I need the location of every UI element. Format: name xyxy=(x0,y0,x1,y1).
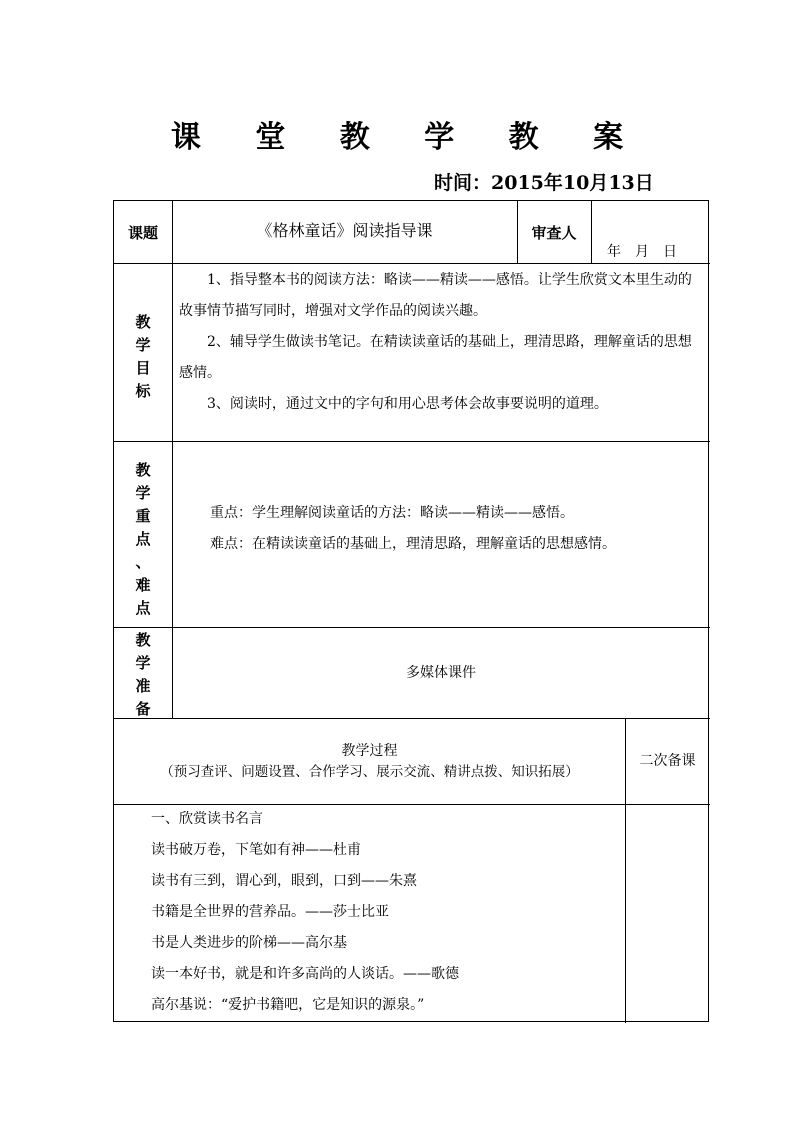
goals-label-char: 目 xyxy=(135,359,151,377)
topic-label: 课题 xyxy=(127,224,158,242)
difficulty-text: 难点：在精读读童话的基础上，理清思路，理解童话的思想感情。 xyxy=(210,536,616,552)
process-line: 读书有三到，谓心到，眼到，口到——朱熹 xyxy=(151,873,417,889)
lesson-date: 时间：2015年10月13日 xyxy=(434,172,654,194)
process-line: 高尔基说：“爱护书籍吧，它是知识的源泉。” xyxy=(151,997,425,1013)
key-points-label-char: 、 xyxy=(135,553,151,571)
preparation-label xyxy=(114,629,172,721)
column-divider xyxy=(172,201,173,718)
process-subheading: （预习查评、问题设置、合作学习、展示交流、精讲点拨、知识拓展） xyxy=(160,764,579,780)
key-points-label-char: 学 xyxy=(135,484,151,502)
column-divider xyxy=(591,201,592,263)
process-content xyxy=(151,804,621,1021)
key-points-content xyxy=(210,498,700,560)
key-point-text: 重点：学生理解阅读童话的方法：略读——精读——感悟。 xyxy=(210,505,574,521)
review-date-placeholder: 年 月 日 xyxy=(607,244,677,260)
goals-label xyxy=(114,311,172,403)
key-points-label xyxy=(114,459,172,620)
lesson-plan-table xyxy=(113,200,709,1022)
preparation-label-char: 备 xyxy=(135,700,151,718)
goals-label-char: 学 xyxy=(135,336,151,354)
preparation-label-char: 教 xyxy=(135,631,151,649)
topic-value: 《格林童话》阅读指导课 xyxy=(256,221,433,240)
key-points-label-char: 教 xyxy=(135,461,151,479)
process-line: 书籍是全世界的营养品。——莎士比亚 xyxy=(151,904,389,920)
preparation-label-char: 准 xyxy=(135,677,151,695)
process-line: 读书破万卷，下笔如有神——杜甫 xyxy=(151,842,361,858)
key-points-label-char: 重 xyxy=(135,507,151,525)
key-points-label-char: 点 xyxy=(135,599,151,617)
preparation-value: 多媒体课件 xyxy=(406,665,476,681)
key-points-label-char: 点 xyxy=(135,530,151,548)
process-line: 书是人类进步的阶梯——高尔基 xyxy=(151,935,347,951)
second-prep-label: 二次备课 xyxy=(639,753,696,769)
goals-content xyxy=(179,265,704,420)
row-divider xyxy=(114,718,710,719)
page-title: 课 堂 教 学 教 案 xyxy=(170,120,646,155)
process-line: 一、欣赏读书名言 xyxy=(151,811,263,827)
goal-item: 2、辅导学生做读书笔记。在精读读童话的基础上，理清思路，理解童话的思想感情。 xyxy=(179,334,692,381)
reviewer-label: 审查人 xyxy=(531,224,577,242)
process-heading: 教学过程 xyxy=(341,743,398,759)
preparation-label-char: 学 xyxy=(135,654,151,672)
goal-item: 3、阅读时，通过文中的字句和用心思考体会故事要说明的道理。 xyxy=(207,396,608,412)
row-divider xyxy=(114,263,710,264)
row-divider xyxy=(114,627,710,628)
goal-item: 1、指导整本书的阅读方法：略读——精读——感悟。让学生欣赏文本里生动的故事情节描写同时，增强对文学作品的阅读兴趣。 xyxy=(179,272,692,319)
goals-label-char: 标 xyxy=(135,382,151,400)
process-line: 读一本好书，就是和许多高尚的人谈话。——歌德 xyxy=(151,966,459,982)
key-points-label-char: 难 xyxy=(135,576,151,594)
goals-label-char: 教 xyxy=(135,313,151,331)
row-divider xyxy=(114,441,710,442)
